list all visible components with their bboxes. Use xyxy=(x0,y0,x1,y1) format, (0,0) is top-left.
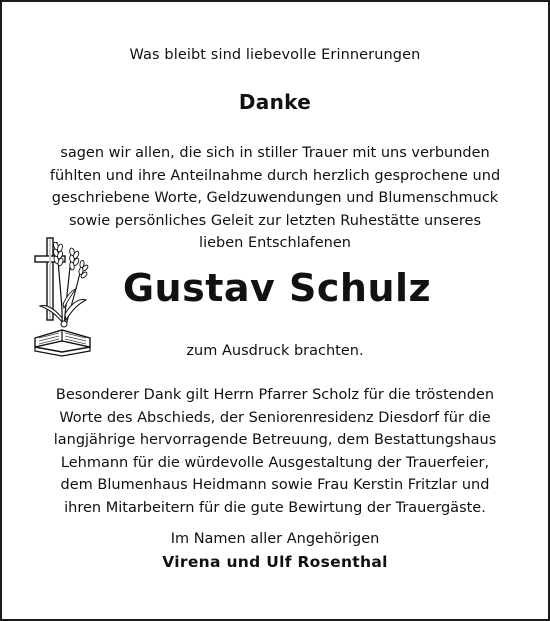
deceased-name: Gustav Schulz xyxy=(122,266,432,310)
intro-line: Was bleibt sind liebevolle Erinnerungen xyxy=(129,47,421,63)
thanks-paragraph-line: sagen wir allen, die sich in stiller Trauer mit uns verbunden xyxy=(60,145,490,161)
special-thanks-line: ihren Mitarbeitern für die gute Bewirtung der Trauergäste. xyxy=(64,499,486,516)
thanks-paragraph-line: fühlten und ihre Anteilnahme durch herzlich gesprochene und xyxy=(49,167,501,184)
special-thanks-line: Lehmann für die würdevolle Ausgestaltung der Trauerfeier, xyxy=(60,454,490,471)
family-names: Virena und Ulf Rosenthal xyxy=(162,553,388,571)
special-thanks-line: langjährige hervorragende Betreuung, dem Bestattungshaus xyxy=(53,432,497,448)
thanks-paragraph-line: lieben Entschlafenen xyxy=(199,235,351,251)
special-thanks-line: dem Blumenhaus Heidmann sowie Frau Kerstin Fritzlar und xyxy=(60,477,490,493)
expression-line: zum Ausdruck brachten. xyxy=(186,343,364,359)
special-thanks-line: Worte des Abschieds, der Seniorenresidenz Diesdorf für die xyxy=(59,409,491,426)
family-intro: Im Namen aller Angehörigen xyxy=(170,531,380,547)
thanks-paragraph-line: geschriebene Worte, Geldzuwendungen und Blumenschmuck xyxy=(51,190,499,206)
title-heading: Danke xyxy=(238,90,312,114)
thanks-paragraph-line: sowie persönliches Geleit zur letzten Ruhestätte unseres xyxy=(68,212,482,229)
special-thanks-line: Besonderer Dank gilt Herrn Pfarrer Scholz für die tröstenden xyxy=(55,387,495,403)
special-thanks-paragraph xyxy=(2,384,548,519)
